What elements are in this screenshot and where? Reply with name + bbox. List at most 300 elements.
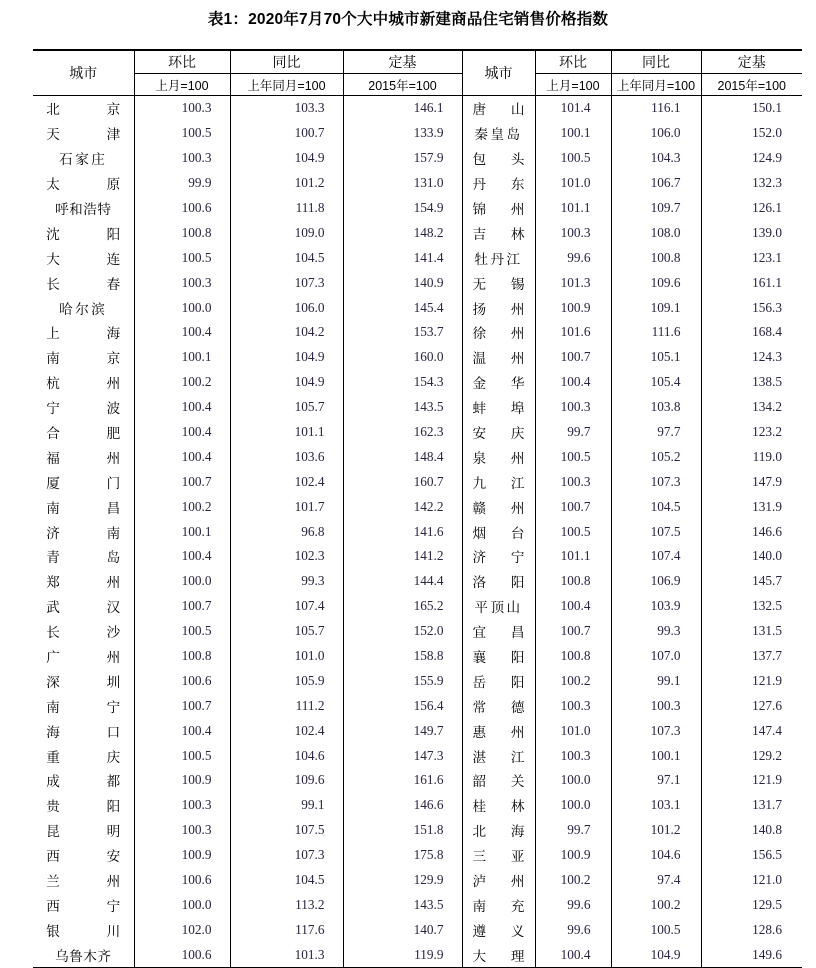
city-name-left: 深圳	[46, 674, 121, 690]
mom-value-right: 100.8	[535, 644, 611, 669]
mom-value-left: 100.3	[134, 818, 230, 843]
city-name-right: 洛阳	[462, 569, 535, 594]
city-name-right: 秦皇岛	[462, 121, 535, 146]
column-subheader-yoy-right: 上年同月=100	[611, 74, 701, 96]
yoy-value-left: 100.7	[230, 121, 343, 146]
city-name-right: 烟台	[462, 519, 535, 544]
mom-value-right: 99.7	[535, 818, 611, 843]
base-value-right: 147.4	[701, 718, 802, 743]
city-name-left: 成都	[46, 774, 121, 790]
base-value-right: 131.9	[701, 494, 802, 519]
city-name-left: 西安	[46, 849, 121, 865]
mom-value-left: 100.2	[134, 494, 230, 519]
mom-value-right: 100.5	[535, 146, 611, 171]
city-name-left: 长春	[46, 276, 121, 292]
city-name-left: 济南	[46, 525, 121, 541]
city-name-left: 杭州	[46, 376, 121, 392]
base-value-right: 123.1	[701, 245, 802, 270]
city-name-left: 南京	[46, 351, 121, 367]
yoy-value-right: 106.7	[611, 171, 701, 196]
city-name-right: 安庆	[462, 420, 535, 445]
yoy-value-right: 100.5	[611, 917, 701, 942]
yoy-value-left: 109.6	[230, 768, 343, 793]
base-value-right: 121.9	[701, 668, 802, 693]
base-value-right: 124.3	[701, 345, 802, 370]
city-name-left: 西宁	[46, 898, 121, 914]
table-row	[33, 196, 802, 221]
table-row	[33, 270, 802, 295]
city-name-left: 青岛	[46, 550, 121, 566]
mom-value-left: 100.5	[134, 743, 230, 768]
mom-value-right: 100.1	[535, 121, 611, 146]
base-value-right: 140.8	[701, 818, 802, 843]
mom-value-right: 101.6	[535, 320, 611, 345]
mom-value-right: 100.4	[535, 594, 611, 619]
mom-value-left: 99.9	[134, 171, 230, 196]
table-row	[33, 220, 802, 245]
base-value-left: 149.7	[343, 718, 462, 743]
city-name-left: 郑州	[46, 575, 121, 591]
city-name-left: 贵阳	[46, 799, 121, 815]
mom-value-right: 100.3	[535, 395, 611, 420]
yoy-value-right: 99.1	[611, 668, 701, 693]
yoy-value-left: 103.6	[230, 444, 343, 469]
mom-value-right: 100.4	[535, 370, 611, 395]
yoy-value-left: 103.3	[230, 96, 343, 121]
city-name-right: 蚌埠	[462, 395, 535, 420]
yoy-value-left: 101.0	[230, 644, 343, 669]
base-value-left: 158.8	[343, 644, 462, 669]
mom-value-right: 101.1	[535, 544, 611, 569]
mom-value-right: 100.3	[535, 743, 611, 768]
yoy-value-right: 97.7	[611, 420, 701, 445]
city-name-right: 南充	[462, 893, 535, 918]
city-name-left: 广州	[46, 650, 121, 666]
table-row	[33, 420, 802, 445]
base-value-left: 161.6	[343, 768, 462, 793]
city-name-right: 三亚	[462, 843, 535, 868]
base-value-left: 133.9	[343, 121, 462, 146]
yoy-value-left: 105.7	[230, 619, 343, 644]
base-value-right: 126.1	[701, 196, 802, 221]
base-value-left: 157.9	[343, 146, 462, 171]
yoy-value-left: 107.4	[230, 594, 343, 619]
base-value-right: 123.2	[701, 420, 802, 445]
yoy-value-right: 107.3	[611, 718, 701, 743]
base-value-right: 129.2	[701, 743, 802, 768]
city-name-left: 重庆	[46, 749, 121, 765]
yoy-value-right: 116.1	[611, 96, 701, 121]
mom-value-left: 100.0	[134, 295, 230, 320]
column-header-city-left: 城市	[33, 50, 134, 96]
base-value-left: 119.9	[343, 942, 462, 967]
city-name-left: 银川	[46, 923, 121, 939]
mom-value-right: 100.2	[535, 868, 611, 893]
table-row	[33, 644, 802, 669]
yoy-value-left: 109.0	[230, 220, 343, 245]
base-value-right: 168.4	[701, 320, 802, 345]
yoy-value-right: 103.9	[611, 594, 701, 619]
yoy-value-right: 105.2	[611, 444, 701, 469]
column-header-mom-right: 环比	[535, 50, 611, 74]
city-name-left: 石家庄	[59, 152, 108, 168]
base-value-right: 131.7	[701, 793, 802, 818]
city-name-left: 合肥	[46, 426, 121, 442]
base-value-left: 140.7	[343, 917, 462, 942]
base-value-left: 148.2	[343, 220, 462, 245]
mom-value-right: 100.7	[535, 619, 611, 644]
base-value-right: 149.6	[701, 942, 802, 967]
yoy-value-right: 103.1	[611, 793, 701, 818]
yoy-value-left: 104.6	[230, 743, 343, 768]
city-name-right: 无锡	[462, 270, 535, 295]
yoy-value-right: 111.6	[611, 320, 701, 345]
mom-value-left: 100.9	[134, 843, 230, 868]
mom-value-left: 100.4	[134, 395, 230, 420]
table-row	[33, 619, 802, 644]
city-name-right: 泸州	[462, 868, 535, 893]
city-name-right: 泉州	[462, 444, 535, 469]
yoy-value-left: 111.2	[230, 693, 343, 718]
mom-value-right: 101.0	[535, 171, 611, 196]
yoy-value-right: 105.1	[611, 345, 701, 370]
table-row	[33, 370, 802, 395]
mom-value-left: 100.4	[134, 444, 230, 469]
city-name-left: 武汉	[46, 600, 121, 616]
table-row	[33, 345, 802, 370]
base-value-right: 132.3	[701, 171, 802, 196]
mom-value-right: 100.7	[535, 345, 611, 370]
yoy-value-right: 107.0	[611, 644, 701, 669]
yoy-value-right: 97.1	[611, 768, 701, 793]
base-value-right: 121.0	[701, 868, 802, 893]
base-value-right: 156.5	[701, 843, 802, 868]
table-header	[33, 50, 802, 96]
base-value-left: 144.4	[343, 569, 462, 594]
mom-value-right: 101.0	[535, 718, 611, 743]
base-value-right: 139.0	[701, 220, 802, 245]
base-value-right: 119.0	[701, 444, 802, 469]
base-value-left: 146.6	[343, 793, 462, 818]
base-value-left: 143.5	[343, 893, 462, 918]
yoy-value-right: 104.3	[611, 146, 701, 171]
mom-value-left: 100.3	[134, 146, 230, 171]
city-name-right: 徐州	[462, 320, 535, 345]
base-value-left: 146.1	[343, 96, 462, 121]
yoy-value-right: 100.8	[611, 245, 701, 270]
mom-value-right: 100.5	[535, 444, 611, 469]
mom-value-right: 100.3	[535, 220, 611, 245]
yoy-value-left: 102.3	[230, 544, 343, 569]
mom-value-right: 101.1	[535, 196, 611, 221]
base-value-right: 137.7	[701, 644, 802, 669]
table-row	[33, 146, 802, 171]
base-value-left: 142.2	[343, 494, 462, 519]
mom-value-right: 100.8	[535, 569, 611, 594]
yoy-value-right: 97.4	[611, 868, 701, 893]
table-row	[33, 594, 802, 619]
base-value-left: 131.0	[343, 171, 462, 196]
mom-value-left: 100.4	[134, 320, 230, 345]
mom-value-left: 100.8	[134, 644, 230, 669]
mom-value-right: 101.4	[535, 96, 611, 121]
yoy-value-left: 111.8	[230, 196, 343, 221]
table-row	[33, 96, 802, 121]
yoy-value-right: 104.9	[611, 942, 701, 967]
mom-value-left: 100.6	[134, 868, 230, 893]
column-subheader-yoy-left: 上年同月=100	[230, 74, 343, 96]
table-row	[33, 793, 802, 818]
mom-value-left: 100.7	[134, 469, 230, 494]
city-name-left: 乌鲁木齐	[33, 942, 134, 967]
base-value-left: 145.4	[343, 295, 462, 320]
yoy-value-right: 99.3	[611, 619, 701, 644]
city-name-left: 福州	[46, 450, 121, 466]
city-name-right: 丹东	[462, 171, 535, 196]
base-value-right: 127.6	[701, 693, 802, 718]
column-subheader-mom-right: 上月=100	[535, 74, 611, 96]
yoy-value-left: 107.3	[230, 270, 343, 295]
table-row	[33, 395, 802, 420]
mom-value-left: 100.3	[134, 96, 230, 121]
base-value-right: 156.3	[701, 295, 802, 320]
yoy-value-left: 99.1	[230, 793, 343, 818]
yoy-value-left: 105.7	[230, 395, 343, 420]
column-header-yoy-left: 同比	[230, 50, 343, 74]
city-name-right: 湛江	[462, 743, 535, 768]
base-value-left: 160.7	[343, 469, 462, 494]
price-index-table-container	[33, 49, 786, 968]
yoy-value-left: 101.7	[230, 494, 343, 519]
base-value-right: 129.5	[701, 893, 802, 918]
base-value-left: 156.4	[343, 693, 462, 718]
base-value-left: 141.2	[343, 544, 462, 569]
city-name-right: 唐山	[462, 96, 535, 121]
base-value-left: 141.4	[343, 245, 462, 270]
mom-value-left: 100.7	[134, 594, 230, 619]
base-value-left: 151.8	[343, 818, 462, 843]
base-value-right: 152.0	[701, 121, 802, 146]
table-row	[33, 917, 802, 942]
city-name-left: 天津	[46, 127, 121, 143]
city-name-right: 遵义	[462, 917, 535, 942]
yoy-value-left: 107.3	[230, 843, 343, 868]
yoy-value-right: 104.5	[611, 494, 701, 519]
yoy-value-right: 109.7	[611, 196, 701, 221]
city-name-right: 赣州	[462, 494, 535, 519]
city-name-right: 吉林	[462, 220, 535, 245]
mom-value-right: 99.7	[535, 420, 611, 445]
base-value-right: 145.7	[701, 569, 802, 594]
table-row	[33, 843, 802, 868]
base-value-left: 140.9	[343, 270, 462, 295]
city-name-left: 南宁	[46, 699, 121, 715]
yoy-value-right: 100.3	[611, 693, 701, 718]
city-name-right: 韶关	[462, 768, 535, 793]
city-name-right: 扬州	[462, 295, 535, 320]
base-value-right: 128.6	[701, 917, 802, 942]
base-value-left: 165.2	[343, 594, 462, 619]
table-row	[33, 868, 802, 893]
table-row	[33, 544, 802, 569]
mom-value-right: 100.0	[535, 793, 611, 818]
mom-value-left: 100.0	[134, 893, 230, 918]
yoy-value-left: 102.4	[230, 469, 343, 494]
city-name-right: 北海	[462, 818, 535, 843]
mom-value-right: 100.3	[535, 693, 611, 718]
city-name-right: 锦州	[462, 196, 535, 221]
city-name-right: 常德	[462, 693, 535, 718]
base-value-left: 162.3	[343, 420, 462, 445]
yoy-value-left: 104.9	[230, 345, 343, 370]
yoy-value-right: 107.5	[611, 519, 701, 544]
city-name-left: 海口	[46, 724, 121, 740]
mom-value-left: 100.1	[134, 519, 230, 544]
table-row	[33, 693, 802, 718]
mom-value-right: 99.6	[535, 245, 611, 270]
base-value-right: 131.5	[701, 619, 802, 644]
base-value-right: 150.1	[701, 96, 802, 121]
yoy-value-right: 109.1	[611, 295, 701, 320]
yoy-value-left: 104.9	[230, 370, 343, 395]
mom-value-left: 100.2	[134, 370, 230, 395]
mom-value-left: 100.5	[134, 121, 230, 146]
base-value-right: 147.9	[701, 469, 802, 494]
table-row	[33, 121, 802, 146]
yoy-value-right: 103.8	[611, 395, 701, 420]
base-value-right: 124.9	[701, 146, 802, 171]
mom-value-left: 100.5	[134, 245, 230, 270]
city-name-right: 桂林	[462, 793, 535, 818]
mom-value-left: 100.6	[134, 196, 230, 221]
city-name-left: 北京	[46, 102, 121, 118]
table-row	[33, 469, 802, 494]
base-value-left: 153.7	[343, 320, 462, 345]
table-body	[33, 96, 802, 968]
yoy-value-left: 107.5	[230, 818, 343, 843]
yoy-value-right: 101.2	[611, 818, 701, 843]
table-row	[33, 171, 802, 196]
yoy-value-left: 113.2	[230, 893, 343, 918]
city-name-left: 兰州	[46, 874, 121, 890]
yoy-value-right: 107.4	[611, 544, 701, 569]
yoy-value-right: 106.9	[611, 569, 701, 594]
base-value-right: 161.1	[701, 270, 802, 295]
base-value-left: 143.5	[343, 395, 462, 420]
city-name-right: 惠州	[462, 718, 535, 743]
mom-value-right: 100.9	[535, 843, 611, 868]
city-name-left: 宁波	[46, 401, 121, 417]
yoy-value-right: 108.0	[611, 220, 701, 245]
mom-value-left: 100.4	[134, 420, 230, 445]
table-row	[33, 245, 802, 270]
table-row	[33, 295, 802, 320]
yoy-value-left: 99.3	[230, 569, 343, 594]
base-value-right: 121.9	[701, 768, 802, 793]
column-header-base-right: 定基	[701, 50, 802, 74]
base-value-left: 175.8	[343, 843, 462, 868]
base-value-left: 154.9	[343, 196, 462, 221]
mom-value-left: 100.7	[134, 693, 230, 718]
mom-value-left: 100.1	[134, 345, 230, 370]
yoy-value-left: 96.8	[230, 519, 343, 544]
table-row	[33, 569, 802, 594]
yoy-value-left: 104.5	[230, 868, 343, 893]
yoy-value-left: 104.9	[230, 146, 343, 171]
base-value-left: 141.6	[343, 519, 462, 544]
mom-value-left: 100.5	[134, 619, 230, 644]
city-name-right: 宜昌	[462, 619, 535, 644]
mom-value-left: 100.4	[134, 544, 230, 569]
table-row	[33, 818, 802, 843]
yoy-value-left: 105.9	[230, 668, 343, 693]
city-name-right: 岳阳	[462, 668, 535, 693]
yoy-value-left: 101.2	[230, 171, 343, 196]
mom-value-right: 100.7	[535, 494, 611, 519]
price-index-table	[33, 49, 802, 968]
city-name-left: 沈阳	[46, 226, 121, 242]
city-name-left: 大连	[46, 251, 121, 267]
city-name-right: 大理	[462, 942, 535, 967]
mom-value-right: 100.0	[535, 768, 611, 793]
yoy-value-left: 104.5	[230, 245, 343, 270]
yoy-value-left: 101.3	[230, 942, 343, 967]
mom-value-right: 100.4	[535, 942, 611, 967]
city-name-left: 昆明	[46, 824, 121, 840]
base-value-right: 132.5	[701, 594, 802, 619]
mom-value-left: 100.6	[134, 668, 230, 693]
city-name-left: 哈尔滨	[59, 301, 108, 317]
city-name-left: 呼和浩特	[55, 202, 112, 217]
city-name-left: 厦门	[46, 475, 121, 491]
city-name-right: 襄阳	[462, 644, 535, 669]
city-name-left: 上海	[46, 326, 121, 342]
mom-value-right: 100.2	[535, 668, 611, 693]
table-row	[33, 768, 802, 793]
yoy-value-right: 100.1	[611, 743, 701, 768]
mom-value-left: 100.9	[134, 768, 230, 793]
column-header-base-left: 定基	[343, 50, 462, 74]
table-row	[33, 718, 802, 743]
base-value-left: 147.3	[343, 743, 462, 768]
table-row	[33, 320, 802, 345]
mom-value-left: 100.0	[134, 569, 230, 594]
yoy-value-right: 106.0	[611, 121, 701, 146]
city-name-right: 包头	[462, 146, 535, 171]
base-value-left: 152.0	[343, 619, 462, 644]
city-name-right: 温州	[462, 345, 535, 370]
mom-value-left: 100.6	[134, 942, 230, 967]
yoy-value-right: 104.6	[611, 843, 701, 868]
table-row	[33, 668, 802, 693]
city-name-right: 济宁	[462, 544, 535, 569]
mom-value-right: 100.9	[535, 295, 611, 320]
column-header-mom-left: 环比	[134, 50, 230, 74]
base-value-left: 129.9	[343, 868, 462, 893]
city-name-right: 九江	[462, 469, 535, 494]
table-row	[33, 893, 802, 918]
mom-value-right: 101.3	[535, 270, 611, 295]
mom-value-right: 100.3	[535, 469, 611, 494]
column-subheader-base-left: 2015年=100	[343, 74, 462, 96]
table-row	[33, 942, 802, 967]
base-value-left: 155.9	[343, 668, 462, 693]
yoy-value-right: 107.3	[611, 469, 701, 494]
base-value-right: 134.2	[701, 395, 802, 420]
mom-value-left: 100.3	[134, 793, 230, 818]
mom-value-right: 100.5	[535, 519, 611, 544]
base-value-left: 154.3	[343, 370, 462, 395]
